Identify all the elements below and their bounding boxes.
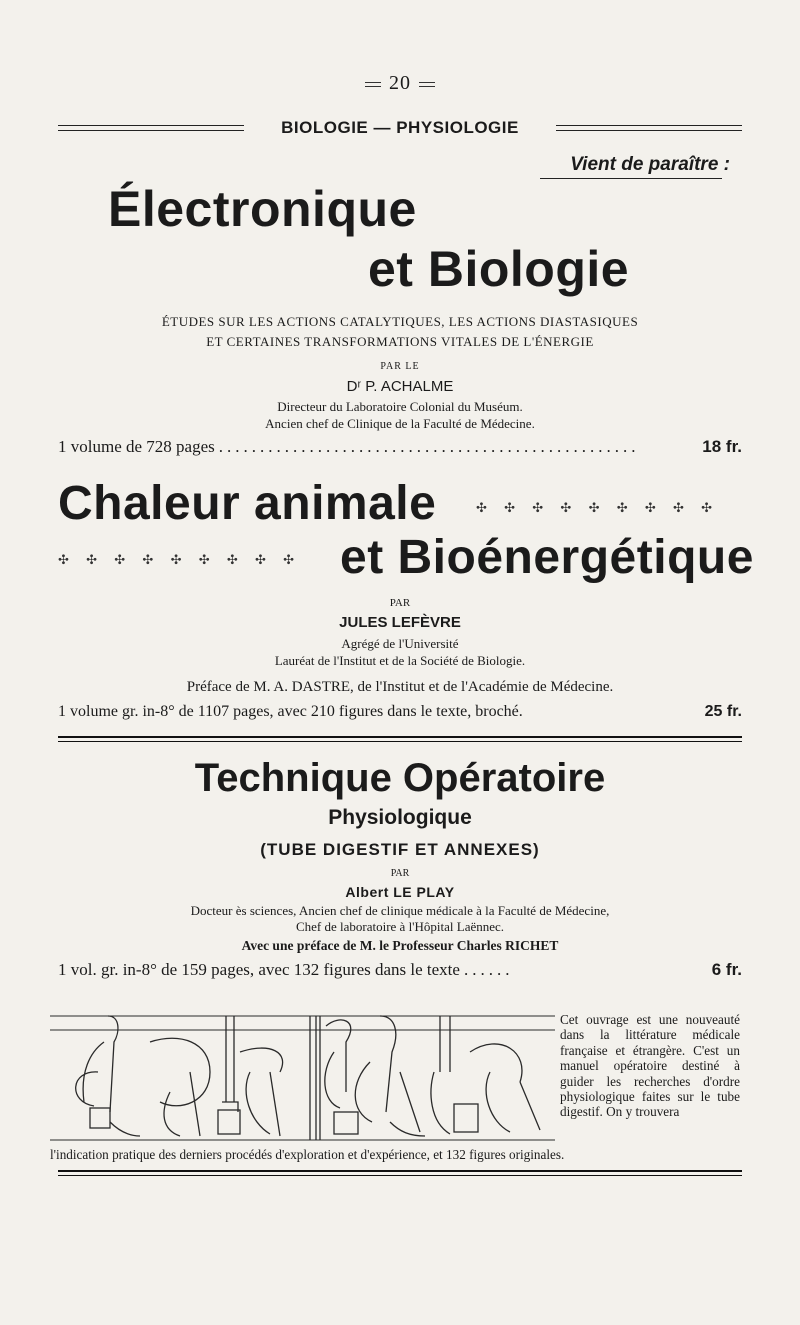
book3-preface: Avec une préface de M. le Professeur Charles RICHET [241,938,559,953]
book2-par: PAR [389,597,411,609]
book3-volume-line [58,960,742,980]
book1-title-line2: et Biologie [368,241,630,297]
section-rule-left [58,125,244,131]
bottom-divider-rule [58,1170,742,1176]
book1-subtitle-line1: ÉTUDES SUR LES ACTIONS CATALYTIQUES, LES ACTIONS DIASTASIQUES [161,314,639,329]
book3-author-role1: Docteur ès sciences, Ancien chef de clinique médicale à la Faculté de Médecine, [190,903,610,918]
book2-author-role2: Lauréat de l'Institut et de la Société de Biologie. [274,653,526,668]
page-number [0,72,800,95]
book2-title-line1: Chaleur animale [58,477,437,530]
book2-ornaments-right: ✣ ✣ ✣ ✣ ✣ ✣ ✣ ✣ ✣ [476,500,720,515]
book3-author: Albert LE PLAY [345,884,455,900]
book1-par: PAR LE [380,361,420,372]
book3-volume: 1 vol. gr. in-8° de 159 pages, avec 132 figures dans le texte [58,960,460,979]
section-rule-right [556,125,742,131]
divider-rule-book2 [58,736,742,742]
book3-leader-dots: ...... [463,960,514,979]
book1-volume: 1 volume de 728 pages [58,437,215,456]
book2-title-line2: et Bioénergétique [340,531,754,584]
book3-description-end: l'indication pratique des derniers procédés d'exploration et d'expérience, et 132 figures originales. [50,1147,565,1162]
book1-author-role1: Directeur du Laboratoire Colonial du Muséum. [277,399,523,414]
book3-author-role2: Chef de laboratoire à l'Hôpital Laënnec. [295,919,505,934]
book3-title-line3: (TUBE DIGESTIF ET ANNEXES) [260,840,540,859]
page-number-dash-right [419,82,435,87]
page-number-text: 20 [389,72,411,94]
book2-ornaments-left: ✣ ✣ ✣ ✣ ✣ ✣ ✣ ✣ ✣ [58,552,302,567]
book2-volume-line [58,703,742,721]
section-title: BIOLOGIE — PHYSIOLOGIE [281,118,519,137]
book2-author-role1: Agrégé de l'Université [341,636,459,651]
book1-subtitle-line2: ET CERTAINES TRANSFORMATIONS VITALES DE L'ÉNERGIE [206,334,594,349]
book2-preface: Préface de M. A. DASTRE, de l'Institut et de l'Académie de Médecine. [186,679,614,695]
surgical-instruments-engraving [50,1012,555,1144]
book2-volume: 1 volume gr. in-8° de 1107 pages, avec 210 figures dans le texte, broché. [58,703,523,720]
book1-price: 18 fr. [702,437,742,456]
book1-author-role2: Ancien chef de Clinique de la Faculté de Médecine. [265,416,535,431]
book1-leader-dots: ................................................... [218,437,640,456]
book3-par: PAR [390,868,410,879]
announcement-heading: Vient de paraître : [570,154,730,175]
book3-title-line1: Technique Opératoire [194,756,606,800]
book1-author: Dʳ P. ACHALME [346,378,454,395]
book3-price: 6 fr. [711,960,742,979]
page-number-dash-left [365,82,381,87]
book2-author: JULES LEFÈVRE [339,614,461,631]
book3-title-line2: Physiologique [328,806,472,829]
announcement-underline [540,178,722,179]
book1-volume-line [58,437,742,457]
book1-title-line1: Électronique [108,181,417,237]
book2-price: 25 fr. [704,703,742,720]
book3-description: Cet ouvrage est une nouveauté dans la littérature médicale française et étrangère. C'est un manuel opératoire destiné à guider les recherches d'ordre physiologique faites sur le tube digestif. On y trouvera [560,1012,740,1120]
